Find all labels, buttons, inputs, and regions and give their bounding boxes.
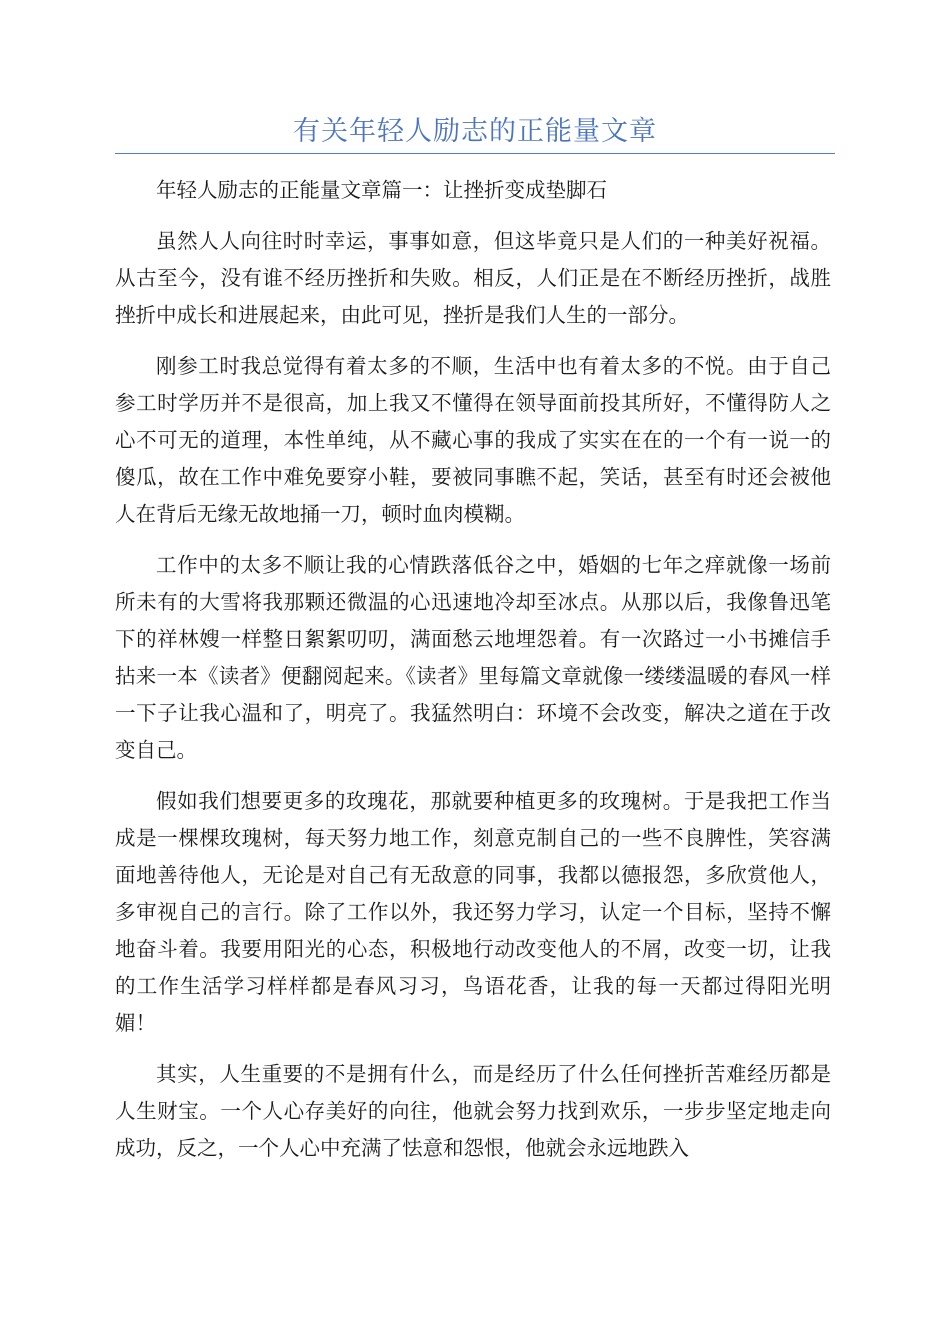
paragraph: 假如我们想要更多的玫瑰花，那就要种植更多的玫瑰树。于是我把工作当成是一棵棵玫瑰树，每天努力地工作，刻意克制自己的一些不良脾性，笑容满面地善待他人，无论是对自己有无敌意的同事，我都以德报怨，多欣赏他人，多审视自己的言行。除了工作以外，我还努力学习，认定一个目标，坚持不懈地奋斗着。我要用阳光的心态，积极地行动改变他人的不屑，改变一切，让我的工作生活学习样样都是春风习习，鸟语花香，让我的每一天都过得阳光明媚！ (115, 789, 831, 1035)
document-body (115, 172, 831, 1181)
section-heading: 年轻人励志的正能量文章篇一：让挫折变成垫脚石 (156, 178, 607, 202)
paragraph: 刚参工时我总觉得有着太多的不顺，生活中也有着太多的不悦。由于自己参工时学历并不是很高，加上我又不懂得在领导面前投其所好，不懂得防人之心不可无的道理，本性单纯，从不藏心事的我成了实实在在的一个有一说一的傻瓜，故在工作中难免要穿小鞋，要被同事瞧不起，笑话，甚至有时还会被他人在背后无缘无故地捅一刀，顿时血肉模糊。 (115, 354, 831, 526)
paragraph: 其实，人生重要的不是拥有什么，而是经历了什么任何挫折苦难经历都是人生财宝。一个人心存美好的向往，他就会努力找到欢乐，一步步坚定地走向成功，反之，一个人心中充满了怯意和怨恨，他就会永远地跌入 (115, 1062, 831, 1160)
paragraph: 虽然人人向往时时幸运，事事如意，但这毕竟只是人们的一种美好祝福。从古至今，没有谁不经历挫折和失败。相反，人们正是在不断经历挫折，战胜挫折中成长和进展起来，由此可见，挫折是我们人生的一部分。 (115, 229, 831, 327)
paragraph: 工作中的太多不顺让我的心情跌落低谷之中，婚姻的七年之痒就像一场前所未有的大雪将我那颗还微温的心迅速地冷却至冰点。从那以后，我像鲁迅笔下的祥林嫂一样整日絮絮叨叨，满面愁云地埋怨着。有一次路过一小书摊信手拈来一本《读者》便翻阅起来。《读者》里每篇文章就像一缕缕温暖的春风一样一下子让我心温和了，明亮了。我猛然明白：环境不会改变，解决之道在于改变自己。 (115, 553, 831, 762)
title-underline (115, 153, 835, 154)
document-title: 有关年轻人励志的正能量文章 (293, 116, 657, 147)
